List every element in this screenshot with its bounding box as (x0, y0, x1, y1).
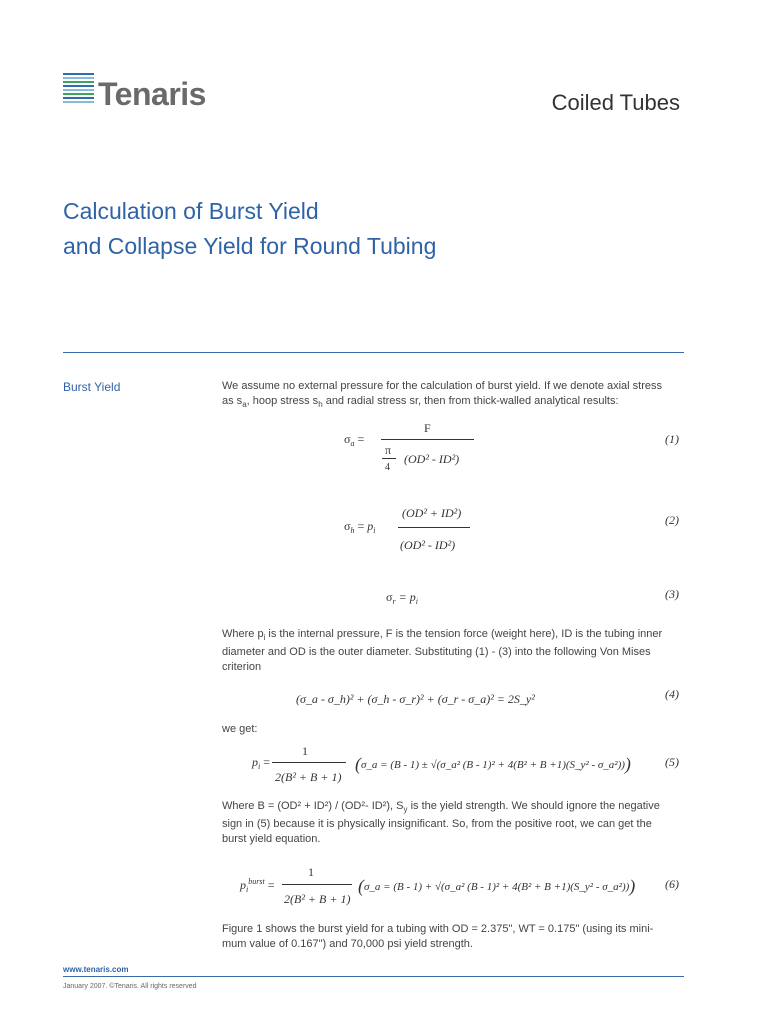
eq1-pi-bar (382, 458, 396, 459)
eq6-body: (σ_a = (B - 1) + √(σ_a² (B - 1)² + 4(B² + B +1)(S_y² - σ_a²))) (358, 876, 636, 896)
eq5-numerator: 1 (302, 744, 308, 758)
eq4-number: (4) (665, 687, 679, 701)
where-pi-line-1: Where $p_i$ is the internal pressure, F is the tension force (weight here), ID is the tubing inner (222, 628, 663, 642)
eq1-den-pi: π (385, 443, 392, 457)
where-b-line-1: Where B = (OD² + ID²) / (OD²- ID²), $S_y$ is the yield strength. We should ignore the negative (222, 800, 660, 814)
tenaris-logo-text: Tenaris (98, 76, 206, 112)
eq2-numerator: (OD² + ID²) (402, 506, 462, 520)
eq2-lhs: $\sigma_h = p_i$ (344, 519, 376, 535)
eq2-number: (2) (665, 513, 679, 527)
eq5-denominator: 2(B² + B + 1) (275, 770, 342, 784)
eq5-fraction-bar (272, 762, 346, 763)
intro-line-1: We assume no external pressure for the calculation of burst yield. If we denote axial stress (222, 380, 663, 392)
page-title-line-1: Calculation of Burst Yield (63, 198, 319, 224)
footer-divider (63, 976, 684, 977)
tenaris-logo-mark (63, 73, 94, 105)
where-b-line-3: burst yield equation. (222, 833, 321, 845)
section-label-burst-yield: Burst Yield (63, 380, 121, 394)
figure-line-2: mum value of 0.167") and 70,000 psi yield strength. (222, 938, 473, 950)
eq2-denominator: (OD² - ID²) (400, 538, 456, 552)
eq1-den-four: 4 (385, 462, 390, 473)
document-category: Coiled Tubes (551, 90, 680, 115)
figure-paragraph (222, 922, 682, 952)
where-pi-paragraph (222, 627, 682, 675)
eq1-number: (1) (665, 432, 679, 446)
where-b-paragraph (222, 799, 682, 847)
where-b-line-2: sign in (5) because it is physically insignificant. So, from the positive root, we can get the (222, 818, 652, 830)
eq5-body: (σ_a = (B - 1) ± √(σ_a² (B - 1)² + 4(B² + B +1)(S_y² - σ_a²))) (355, 754, 631, 774)
intro-line-2: as $s_a$, hoop stress $s_h$ and radial stress sr, then from thick-walled analytical results: (222, 395, 619, 409)
eq6-denominator: 2(B² + B + 1) (284, 892, 351, 906)
eq1-den-rest: (OD² - ID²) (404, 452, 460, 466)
page-title-line-2: and Collapse Yield for Round Tubing (63, 233, 437, 259)
eq1-numerator: F (424, 421, 431, 435)
eq6-numerator: 1 (308, 865, 314, 879)
eq6-fraction-bar (282, 884, 352, 885)
eq3-number: (3) (665, 587, 679, 601)
eq5-number: (5) (665, 755, 679, 769)
where-pi-line-2: diameter and OD is the outer diameter. Substituting (1) - (3) into the following Von Mises (222, 646, 651, 658)
copyright-text: January 2007. ©Tenaris. All rights reserved (63, 983, 197, 990)
where-pi-line-3: criterion (222, 661, 262, 673)
intro-paragraph (222, 379, 682, 412)
we-get-text: we get: (222, 723, 258, 735)
eq4: (σ_a - σ_h)² + (σ_h - σ_r)² + (σ_r - σ_a)² = 2S_y² (296, 692, 535, 706)
eq1-fraction-bar (381, 439, 474, 440)
eq6-number: (6) (665, 877, 679, 891)
eq3: $\sigma_r = p_i$ (386, 590, 418, 606)
eq2-fraction-bar (398, 527, 470, 528)
figure-line-1: Figure 1 shows the burst yield for a tubing with OD = 2.375", WT = 0.175" (using its mini- (222, 923, 654, 935)
title-divider (63, 352, 684, 353)
eq5-lhs: $p_i$ = (252, 755, 271, 771)
website-link[interactable]: www.tenaris.com (63, 965, 129, 974)
eq1-lhs: $\sigma_a$ = (344, 432, 365, 448)
eq6-lhs: $p_i^{burst}$ = (240, 877, 275, 894)
